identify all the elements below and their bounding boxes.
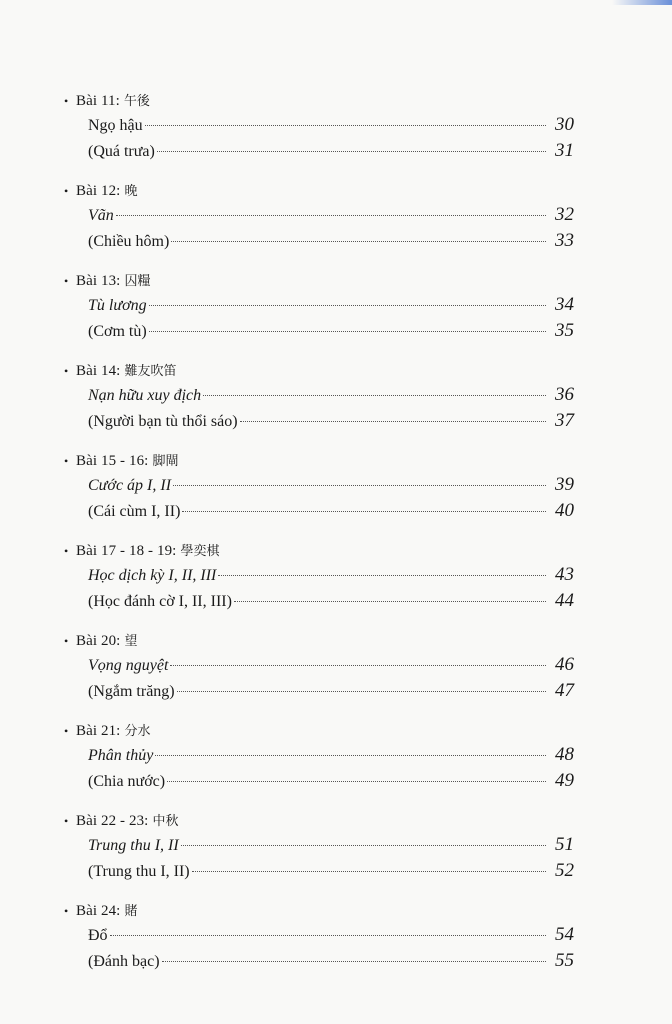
toc-entry[interactable] — [88, 382, 574, 408]
lesson-hanzi-title: 望 — [124, 634, 138, 649]
page-number: 54 — [555, 924, 574, 945]
lesson-number: Bài 15 - 16: — [76, 453, 149, 469]
entry-title: (Học đánh cờ I, II, III) — [88, 593, 232, 610]
toc-section — [64, 540, 574, 614]
toc-entry[interactable] — [88, 858, 574, 884]
dot-leader — [149, 305, 546, 306]
page-number: 37 — [555, 410, 574, 431]
section-heading — [64, 810, 574, 832]
dot-leader — [192, 871, 546, 872]
entry-title: Nạn hữu xuy địch — [88, 387, 202, 404]
lesson-number: Bài 24: — [76, 903, 121, 919]
bullet-icon: • — [64, 454, 69, 468]
lesson-number: Bài 21: — [76, 723, 121, 739]
toc-section — [64, 180, 574, 254]
lesson-number: Bài 22 - 23: — [76, 813, 149, 829]
lesson-hanzi-title: 中秋 — [152, 814, 179, 829]
bullet-icon: • — [64, 544, 69, 558]
dot-leader — [181, 845, 546, 846]
toc-section — [64, 450, 574, 524]
toc-entry[interactable] — [88, 768, 574, 794]
dot-leader — [145, 125, 546, 126]
page-number: 51 — [555, 834, 574, 855]
entry-title: Học dịch kỳ I, II, III — [88, 567, 217, 584]
section-heading — [64, 900, 574, 922]
lesson-hanzi-title: 分水 — [124, 724, 151, 739]
entry-title: Ngọ hậu — [88, 117, 143, 134]
dot-leader — [167, 781, 546, 782]
bullet-icon: • — [64, 94, 69, 108]
dot-leader — [170, 665, 546, 666]
entry-title: (Người bạn tù thổi sáo) — [88, 413, 238, 430]
toc-section — [64, 360, 574, 434]
page-number: 31 — [555, 140, 574, 161]
toc-section — [64, 270, 574, 344]
entry-title: (Ngắm trăng) — [88, 683, 175, 700]
dot-leader — [203, 395, 546, 396]
entry-title: (Đánh bạc) — [88, 953, 160, 970]
toc-section — [64, 720, 574, 794]
page-number: 33 — [555, 230, 574, 251]
toc-entry[interactable] — [88, 138, 574, 164]
toc-entry[interactable] — [88, 678, 574, 704]
dot-leader — [149, 331, 546, 332]
section-heading — [64, 540, 574, 562]
bullet-icon: • — [64, 274, 69, 288]
page-number: 34 — [555, 294, 574, 315]
lesson-hanzi-title: 學奕棋 — [180, 544, 220, 559]
toc-entry[interactable] — [88, 202, 574, 228]
dot-leader — [218, 575, 546, 576]
dot-leader — [234, 601, 546, 602]
page-number: 44 — [555, 590, 574, 611]
entry-title: (Cơm tù) — [88, 323, 147, 340]
entry-title: Phân thủy — [88, 747, 154, 764]
page-number: 52 — [555, 860, 574, 881]
section-heading — [64, 720, 574, 742]
dot-leader — [171, 241, 546, 242]
bullet-icon: • — [64, 184, 69, 198]
entry-title: Trung thu I, II — [88, 837, 179, 854]
toc-section — [64, 630, 574, 704]
toc-entry[interactable] — [88, 292, 574, 318]
page-number: 30 — [555, 114, 574, 135]
page-number: 46 — [555, 654, 574, 675]
page-number: 48 — [555, 744, 574, 765]
bullet-icon: • — [64, 904, 69, 918]
page-number: 39 — [555, 474, 574, 495]
page-number: 32 — [555, 204, 574, 225]
page-number: 43 — [555, 564, 574, 585]
lesson-number: Bài 14: — [76, 363, 121, 379]
lesson-hanzi-title: 晚 — [124, 184, 138, 199]
lesson-number: Bài 20: — [76, 633, 121, 649]
entry-title: Vãn — [88, 207, 114, 224]
toc-entry[interactable] — [88, 498, 574, 524]
entry-title: Cước áp I, II — [88, 477, 172, 494]
toc-entry[interactable] — [88, 832, 574, 858]
entry-title: (Cái cùm I, II) — [88, 503, 181, 520]
dot-leader — [110, 935, 546, 936]
page-edge-tint — [612, 0, 672, 5]
toc-entry[interactable] — [88, 408, 574, 434]
section-heading — [64, 360, 574, 382]
page-number: 55 — [555, 950, 574, 971]
toc-entry[interactable] — [88, 948, 574, 974]
entry-title: (Quá trưa) — [88, 143, 155, 160]
section-heading — [64, 90, 574, 112]
lesson-hanzi-title: 午後 — [123, 94, 150, 109]
dot-leader — [116, 215, 546, 216]
page-number: 35 — [555, 320, 574, 341]
dot-leader — [182, 511, 546, 512]
dot-leader — [177, 691, 546, 692]
section-heading — [64, 450, 574, 472]
toc-entry[interactable] — [88, 562, 574, 588]
entry-title: Tù lương — [88, 297, 147, 314]
entry-title: (Trung thu I, II) — [88, 863, 190, 880]
dot-leader — [155, 755, 546, 756]
lesson-number: Bài 17 - 18 - 19: — [76, 543, 177, 559]
bullet-icon: • — [64, 814, 69, 828]
dot-leader — [162, 961, 546, 962]
lesson-hanzi-title: 難友吹笛 — [124, 364, 177, 379]
entry-title: (Chiều hôm) — [88, 233, 170, 250]
lesson-number: Bài 13: — [76, 273, 121, 289]
entry-title: Đổ — [88, 927, 108, 944]
lesson-hanzi-title: 賭 — [124, 904, 138, 919]
toc-section — [64, 90, 574, 164]
page-number: 36 — [555, 384, 574, 405]
entry-title: (Chia nước) — [88, 773, 166, 790]
entry-title: Vọng nguyệt — [88, 657, 169, 674]
section-heading — [64, 630, 574, 652]
section-heading — [64, 270, 574, 292]
toc-entry[interactable] — [88, 588, 574, 614]
page-number: 49 — [555, 770, 574, 791]
dot-leader — [240, 421, 546, 422]
toc-entry[interactable] — [88, 112, 574, 138]
toc-entry[interactable] — [88, 228, 574, 254]
section-heading — [64, 180, 574, 202]
page-number: 40 — [555, 500, 574, 521]
toc-section — [64, 810, 574, 884]
bullet-icon: • — [64, 724, 69, 738]
toc-entry[interactable] — [88, 922, 574, 948]
page-number: 47 — [555, 680, 574, 701]
toc-entry[interactable] — [88, 742, 574, 768]
bullet-icon: • — [64, 634, 69, 648]
toc-section — [64, 900, 574, 974]
bullet-icon: • — [64, 364, 69, 378]
lesson-number: Bài 12: — [76, 183, 121, 199]
lesson-number: Bài 11: — [76, 93, 120, 109]
dot-leader — [173, 485, 546, 486]
lesson-hanzi-title: 脚閘 — [152, 454, 179, 469]
toc-entry[interactable] — [88, 652, 574, 678]
dot-leader — [157, 151, 546, 152]
lesson-hanzi-title: 囚糧 — [124, 274, 151, 289]
table-of-contents — [64, 90, 574, 990]
toc-entry[interactable] — [88, 318, 574, 344]
toc-entry[interactable] — [88, 472, 574, 498]
